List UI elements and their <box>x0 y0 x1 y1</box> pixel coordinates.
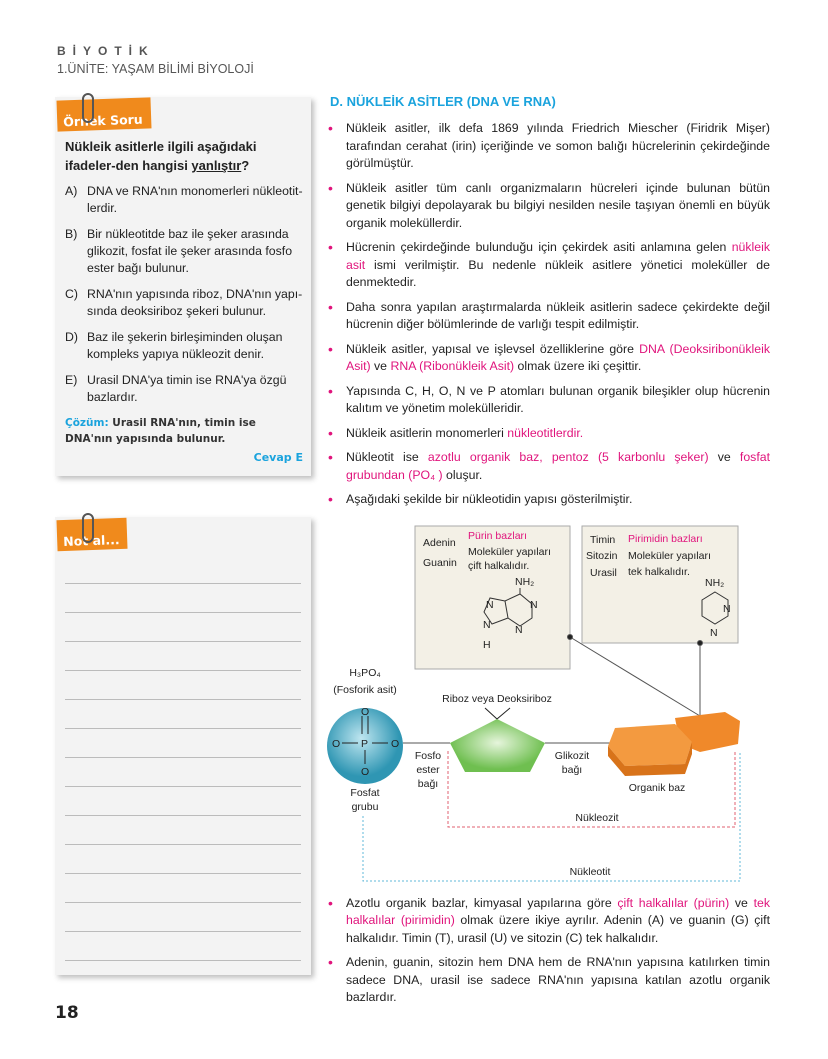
bullet-text: Nükleotit ise <box>346 450 428 464</box>
notes-card <box>55 517 311 975</box>
option-letter: D) <box>65 330 78 344</box>
bullet-text: Nükleik asitlerin monomerleri <box>346 425 508 440</box>
paperclip-icon <box>82 93 94 123</box>
highlighted-term: RNA (Ribonükleik Asit) <box>390 359 515 373</box>
svg-text:O: O <box>391 737 400 750</box>
bullet-text: Hücrenin çekirdeğinde bulunduğu için çekirdek asiti anlamına gelen <box>346 240 732 254</box>
bullet-list-bottom <box>326 895 770 1007</box>
solution: Çözüm: Urasil RNA'nın, timin ise DNA'nın yapısında bulunur. <box>65 417 256 445</box>
svg-text:Guanin: Guanin <box>423 556 457 569</box>
bullet-text: Aşağıdaki şekilde bir nükleotidin yapısı gösterilmiştir. <box>346 492 633 506</box>
svg-text:Adenin: Adenin <box>423 536 456 549</box>
note-line[interactable] <box>65 728 301 729</box>
svg-text:Moleküler yapıları: Moleküler yapıları <box>628 549 711 562</box>
bullet-text: ismi verilmiştir. Bu nedenle nükleik asitlere yönetici moleküller de denmektedir. <box>346 257 770 289</box>
note-line[interactable] <box>65 612 301 613</box>
note-line[interactable] <box>65 786 301 787</box>
question-text: Nükleik asitlerle ilgili aşağıdaki ifadeler-den hangisi yanlıştır? <box>65 139 257 173</box>
bullet-item <box>326 341 770 376</box>
option-b <box>65 226 303 277</box>
svg-text:grubu: grubu <box>351 800 379 813</box>
note-line[interactable] <box>65 873 301 874</box>
svg-text:Fosfo: Fosfo <box>414 749 442 762</box>
bullet-item <box>326 383 770 418</box>
svg-text:N: N <box>486 598 494 611</box>
svg-text:Nükleozit: Nükleozit <box>575 811 619 824</box>
svg-text:Urasil: Urasil <box>590 566 617 579</box>
note-line[interactable] <box>65 815 301 816</box>
highlighted-term: çift halkalılar (pürin) <box>617 895 730 910</box>
bullet-text: Daha sonra yapılan araştırmalarda nükleik asitlerin sadece çekirdekte değil hücrenin diğer bölümlerinde de varlığı tespit edilmiştir. <box>346 299 770 331</box>
acid-formula: H₃PO₄ <box>349 666 381 679</box>
svg-text:NH₂: NH₂ <box>705 576 725 589</box>
option-text: Baz ile şekerin birleşiminden oluşan kompleks yapıya nükleozit denir. <box>87 330 283 361</box>
options-list <box>65 183 303 406</box>
svg-text:Moleküler yapıları: Moleküler yapıları <box>468 545 551 558</box>
svg-text:N: N <box>515 623 523 636</box>
bullet-text: oluşur. <box>442 467 483 482</box>
example-tag: Örnek Soru <box>56 97 151 131</box>
highlighted-term: nükleotitlerdir. <box>507 425 584 440</box>
book-brand: BİYOTİK <box>57 44 155 58</box>
pyrimidine-box <box>582 526 738 643</box>
option-e <box>65 372 303 406</box>
svg-text:O: O <box>332 737 341 750</box>
example-question-card <box>55 97 311 476</box>
bullet-text: Adenin, guanin, sitozin hem DNA hem de RNA'nın yapısına katılırken timin sadece DNA, urasil ise sadece RNA'nın yapısına katılan azotlu organik bazlardır. <box>346 955 770 1004</box>
note-line[interactable] <box>65 757 301 758</box>
note-line[interactable] <box>65 902 301 903</box>
page-number: 18 <box>55 1003 79 1023</box>
option-text: Urasil DNA'ya timin ise RNA'ya özgü bazlardır. <box>87 373 287 404</box>
note-line[interactable] <box>65 931 301 932</box>
bullet-text: ve <box>708 450 740 464</box>
bullet-item <box>326 425 770 443</box>
svg-text:Nükleotit: Nükleotit <box>569 865 611 878</box>
bullet-text: Nükleik asitler, ilk defa 1869 yılında Friedrich Miescher (Firidrik Mişer) tarafından cerahat (irin) içeriğinde ve somon balığı hücrelerinin çekirdeğinde görülmüştür. <box>346 121 770 170</box>
svg-text:çift halkalıdır.: çift halkalıdır. <box>468 559 530 572</box>
highlighted-term: tek halkalılar (pirimidin) <box>346 895 771 927</box>
bullet-text: Yapısında C, H, O, N ve P atomları bulunan organik bileşikler olup hücrenin kalıtım ve yönetim molekülleridir. <box>346 383 770 415</box>
notes-tag: Not al... <box>56 518 127 551</box>
answer: Cevap E <box>253 451 303 464</box>
svg-text:Riboz veya Deoksiriboz: Riboz veya Deoksiriboz <box>442 692 552 705</box>
option-c <box>65 286 303 320</box>
note-line[interactable] <box>65 583 301 584</box>
option-d <box>65 329 303 363</box>
svg-text:Pürin bazları: Pürin bazları <box>468 529 527 542</box>
svg-text:H: H <box>483 638 491 651</box>
option-text: RNA'nın yapısında riboz, DNA'nın yapı-sında deoksiriboz şekeri bulunur. <box>87 287 303 318</box>
svg-text:Glikozit: Glikozit <box>554 749 590 762</box>
highlighted-term: fosfat grubundan (PO₄ ) <box>346 450 770 482</box>
option-letter: A) <box>65 184 78 198</box>
bullet-text: Nükleik asitler tüm canlı organizmaların hücreleri içinde bulunan bütün genetik bilgiyi depolayarak bu bilgiyi nesilden nesile taşıyan önemli en büyük organik moleküllerdir. <box>346 180 770 230</box>
bullet-text: Nükleik asitler, yapısal ve işlevsel özelliklerine göre <box>346 341 640 356</box>
main-column <box>320 94 772 1014</box>
highlighted-term: nükleik asit <box>346 240 770 272</box>
svg-text:bağı: bağı <box>417 777 439 790</box>
svg-text:bağı: bağı <box>561 763 583 776</box>
svg-text:Timin: Timin <box>590 533 616 546</box>
note-line[interactable] <box>65 960 301 961</box>
svg-text:O: O <box>361 705 370 718</box>
bullet-item <box>326 180 770 233</box>
acid-name: (Fosforik asit) <box>333 683 397 696</box>
svg-text:N: N <box>530 598 538 611</box>
svg-text:Pirimidin bazları: Pirimidin bazları <box>628 532 703 545</box>
bullet-item <box>326 895 770 948</box>
option-letter: E) <box>65 373 78 387</box>
svg-text:N: N <box>483 618 491 631</box>
bullet-text: ve <box>729 895 754 910</box>
note-line[interactable] <box>65 641 301 642</box>
organic-base <box>608 712 740 776</box>
svg-text:ester: ester <box>416 763 440 776</box>
note-line[interactable] <box>65 844 301 845</box>
bullet-item <box>326 954 770 1007</box>
bullet-item <box>326 299 770 334</box>
option-text: DNA ve RNA'nın monomerleri nükleotit-lerdir. <box>87 184 303 215</box>
bullet-text: Azotlu organik bazlar, kimyasal yapılarına göre <box>346 895 618 910</box>
bullet-text: olmak üzere iki çeşittir. <box>514 359 642 373</box>
svg-text:tek halkalıdır.: tek halkalıdır. <box>628 565 690 578</box>
svg-text:P: P <box>361 737 369 750</box>
note-line[interactable] <box>65 670 301 671</box>
bullet-item <box>326 120 770 173</box>
svg-text:N: N <box>710 626 718 639</box>
bullet-list-top <box>326 120 770 509</box>
bullet-item <box>326 491 770 509</box>
note-line[interactable] <box>65 699 301 700</box>
highlighted-term: DNA (Deoksiribonükleik Asit) <box>346 341 770 373</box>
nucleotide-diagram <box>320 516 770 891</box>
option-a <box>65 183 303 217</box>
bullet-text: olmak üzere ikiye ayrılır. Adenin (A) ve guanin (G) çift halkalıdır. Timin (T), urasil (U) ve sitozin (C) tek halkalıdır. <box>346 913 770 945</box>
bullet-item <box>326 449 770 484</box>
unit-title: 1.ÜNİTE: YAŞAM BİLİMİ BİYOLOJİ <box>57 62 254 76</box>
svg-text:Fosfat: Fosfat <box>350 786 380 799</box>
bullet-item <box>326 239 770 292</box>
option-text: Bir nükleotitde baz ile şeker arasında glikozit, fosfat ile şeker arasında fosfo ester bağı bulunur. <box>87 227 293 275</box>
highlighted-term: azotlu organik baz, pentoz (5 karbonlu şeker) <box>427 450 709 464</box>
svg-text:Sitozin: Sitozin <box>586 549 618 562</box>
paperclip-icon <box>82 513 94 543</box>
section-title: D. NÜKLEİK ASİTLER (DNA VE RNA) <box>330 94 556 109</box>
svg-text:N: N <box>723 602 731 615</box>
pentose-sugar <box>450 719 545 772</box>
svg-text:Organik baz: Organik baz <box>628 781 686 794</box>
option-letter: B) <box>65 227 78 241</box>
bullet-text: ve <box>370 359 391 373</box>
svg-text:NH₂: NH₂ <box>515 575 535 588</box>
svg-text:O: O <box>361 765 370 778</box>
purine-box <box>415 526 570 669</box>
option-letter: C) <box>65 287 78 301</box>
